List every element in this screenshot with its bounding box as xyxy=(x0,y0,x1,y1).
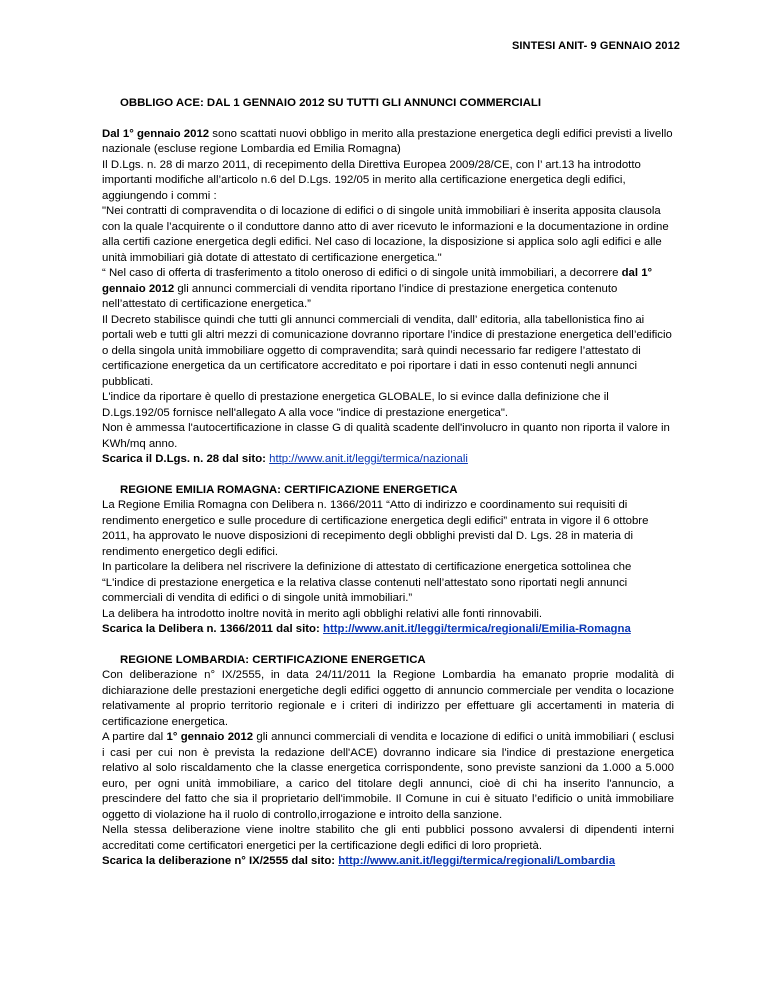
section-1-paragraph: Il Decreto stabilisce quindi che tutti gli annunci commerciali di vendita, dall’ editoria, alla tabellonistica fino ai portali web e tutti gli altri mezzi di comunicazione dovranno riportare l’indice di prestazione energetica dell’edificio o della singola unità immobiliare oggetto di compravendita; sarà quindi necessario far redigere l’attestato di certificazione energetica da un certificatore accreditato e poi riportare i dati in esso contenuti negli annunci pubblicati. xyxy=(102,313,672,388)
section-2-paragraph: La Regione Emilia Romagna con Delibera n. 1366/2011 “Atto di indirizzo e coordinamento sui requisiti di rendimento energetico e sulle procedure di certificazione energetica degli edifici” entrata in vigore il 6 ottobre 2011, ha approvato le nuove disposizioni di recepimento degli obblighi previsti dal D. Lgs. 28 in materia di rendimento energetico degli edifici. xyxy=(102,499,649,558)
section-1-paragraph: Non è ammessa l'autocertificazione in classe G di qualità scadente dell'involucro in quanto non riporta il valore in KWh/mq anno. xyxy=(102,422,670,450)
download-line xyxy=(102,622,674,638)
section-1-paragraph: Il D.Lgs. n. 28 di marzo 2011, di recepimento della Direttiva Europea 2009/28/CE, con l’ art.13 ha introdotto importanti modifiche all’articolo n.6 del D.Lgs. 192/05 in merito alla certificazione energetica degli edifici, aggiungendo i commi : xyxy=(102,158,641,202)
download-link-lombardia[interactable]: http://www.anit.it/leggi/termica/regionali/Lombardia xyxy=(338,855,616,867)
date-highlight: dal 1° gennaio 2012 xyxy=(102,267,653,295)
section-2-paragraph: In particolare la delibera nel riscrivere la definizione di attestato di certificazione energetica sottolinea che “L'indice di prestazione energetica e la relativa classe contenuti nell’attestato sono riportati negli annunci commerciali di vendita di edifici o di singole unità immobiliari.” xyxy=(102,561,632,604)
download-label: Scarica il D.Lgs. n. 28 dal sito: xyxy=(102,453,270,465)
section-1-paragraph: Dal 1° gennaio 2012 sono scattati nuovi obbligo in merito alla prestazione energetica degli edifici previsti a livello nazionale (escluse regione Lombardia ed Emilia Romagna) xyxy=(102,127,673,155)
document-body xyxy=(102,96,674,870)
section-3-paragraph: Nella stessa deliberazione viene inoltre stabilito che gli enti pubblici possono avvalersi di dipendenti interni accreditati come certificatori energetici per la certificazione degli edifici di loro proprietà. xyxy=(102,824,674,852)
section-1-paragraph: L'indice da riportare è quello di prestazione energetica GLOBALE, lo si evince dalla definizione che il D.Lgs.192/05 fornisce nell'allegato A alla voce "indice di prestazione energetica". xyxy=(102,391,609,419)
section-3-paragraph: Con deliberazione n° IX/2555, in data 24/11/2011 la Regione Lombardia ha emanato proprie modalità di dichiarazione delle prestazioni energetiche degli edifici oggetto di annuncio commerciale per vendita o locazione relativamente al proprio territorio regionale e i criteri di indirizzo per effettuare gli accertamenti in materia di certificazione energetica. xyxy=(102,669,674,728)
download-label: Scarica la Delibera n. 1366/2011 dal sito: xyxy=(102,623,323,635)
download-line xyxy=(102,452,674,468)
download-link-nazionali[interactable]: http://www.anit.it/leggi/termica/nazionali xyxy=(269,453,468,465)
page-header: SINTESI ANIT- 9 GENNAIO 2012 xyxy=(511,40,680,52)
section-3-paragraph: A partire dal 1° gennaio 2012 gli annunci commerciali di vendita e locazione di edifici o unità immobiliari ( esclusi i casi per cui non è prevista la redazione dell'ACE) dovranno indicare sia l'indice di prestazione energetica relativo al solo riscaldamento che la classe energetica corrispondente, sono previste sanzioni da 1.000 a 5.000 euro, per ogni unità immobiliare, a carico del titolare degli annunci, cioè di chi ha inserito l'annuncio, a prescindere del fatto che sia il proprietario dell'immobile. Il Comune in cui è situato l’edificio o unità immobiliare oggetto di violazione ha il ruolo di controllo,irrogazione e introito della sanzione. xyxy=(102,731,674,821)
quote-paragraph: "Nei contratti di compravendita o di locazione di edifici o di singole unità immobiliari è inserita apposita clausola con la quale l’acquirente o il conduttore danno atto di aver ricevuto le informazioni e la documentazione in ordine alla certifi cazione energetica degli edifici. Nel caso di locazione, la disposizione si applica solo agli edifici e alle unità immobiliari già dotate di attestato di certificazione energetica." xyxy=(102,205,669,264)
section-1-title: OBBLIGO ACE: DAL 1 GENNAIO 2012 SU TUTTI GLI ANNUNCI COMMERCIALI xyxy=(120,97,542,109)
section-2-paragraph: La delibera ha introdotto inoltre novità in merito agli obblighi relativi alle fonti rinnovabili. xyxy=(102,607,543,620)
section-2-title: REGIONE EMILIA ROMAGNA: CERTIFICAZIONE ENERGETICA xyxy=(120,483,458,496)
download-line xyxy=(102,854,674,870)
date-highlight: 1° gennaio 2012 xyxy=(166,731,254,743)
section-3-title: REGIONE LOMBARDIA: CERTIFICAZIONE ENERGETICA xyxy=(120,653,426,666)
download-link-emilia-romagna[interactable]: http://www.anit.it/leggi/termica/regionali/Emilia-Romagna xyxy=(322,623,631,635)
download-label: Scarica la deliberazione n° IX/2555 dal sito: xyxy=(102,855,339,867)
date-highlight: Dal 1° gennaio 2012 xyxy=(102,127,210,140)
quote-paragraph: “ Nel caso di offerta di trasferimento a titolo oneroso di edifici o di singole unità immobiliari, a decorrere dal 1° gennaio 2012 gli annunci commerciali di vendita riportano l’indice di prestazione energetica contenuto nell’attestato di certificazione energetica.” xyxy=(102,267,653,310)
